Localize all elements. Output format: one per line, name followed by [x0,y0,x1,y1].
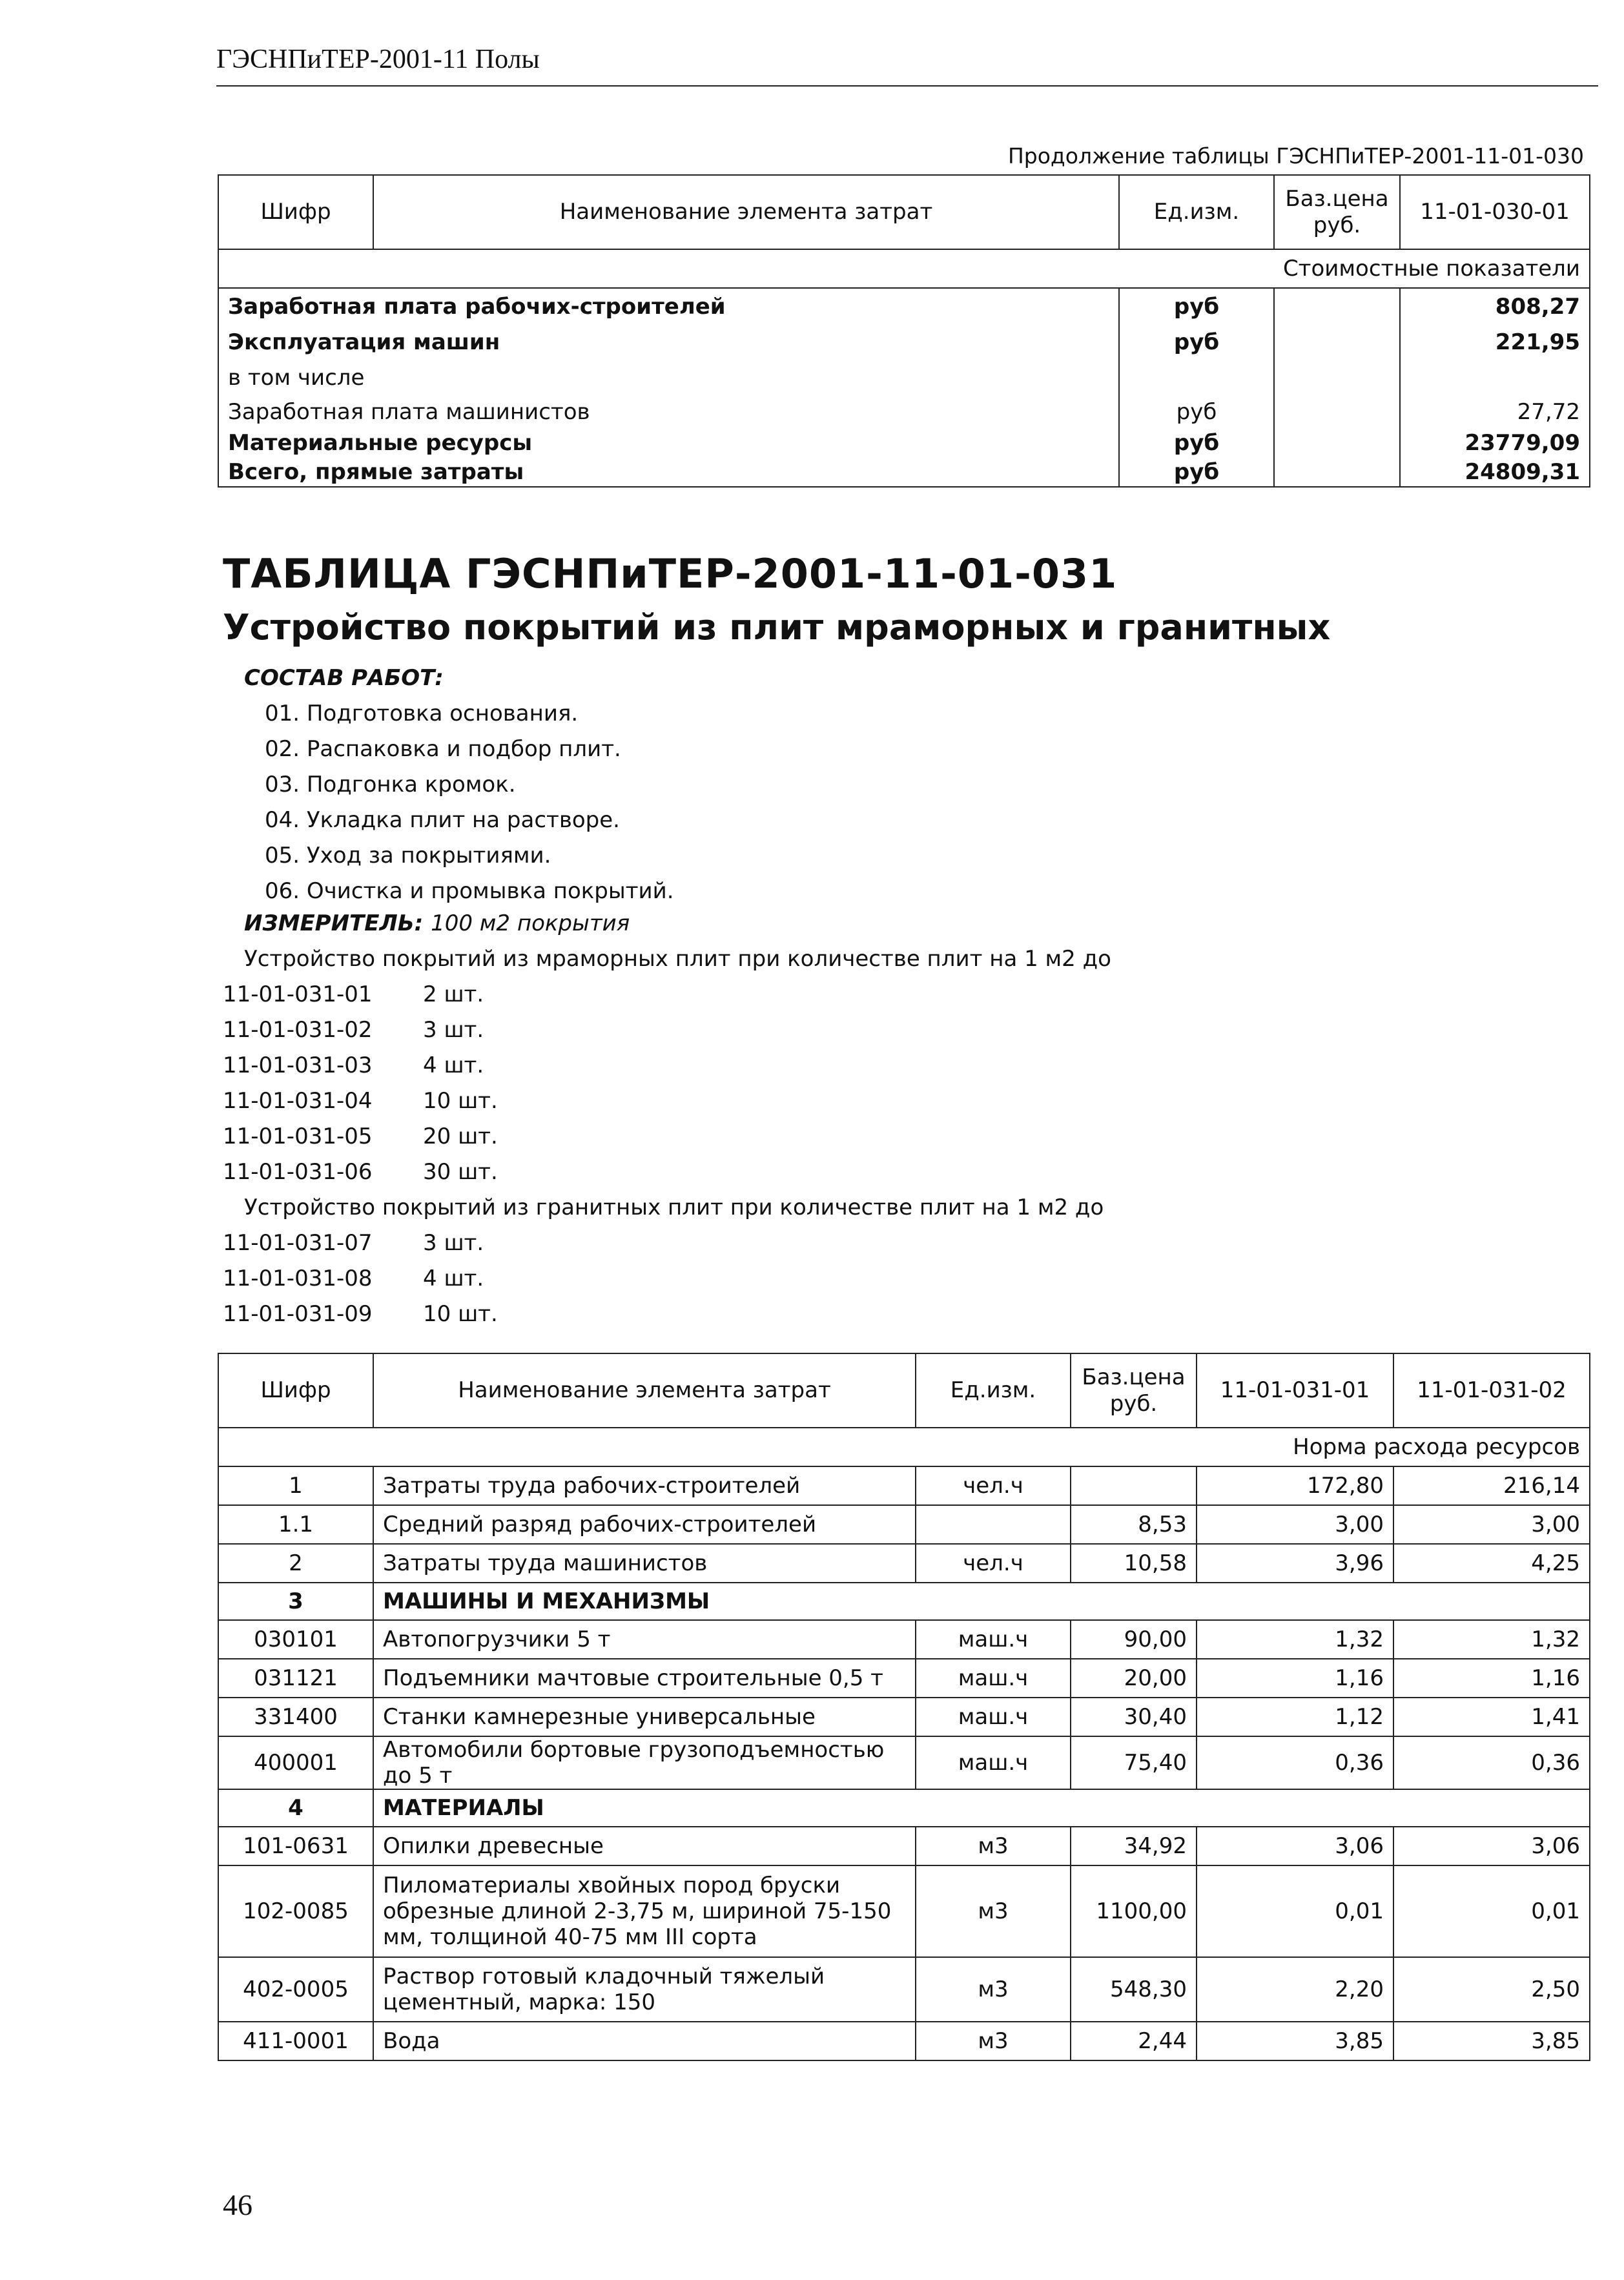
row-code: 400001 [218,1736,373,1789]
item-qty: 20 шт. [423,1124,498,1149]
row-value-1: 1,12 [1197,1698,1393,1736]
row-name: Затраты труда рабочих-строителей [373,1466,916,1505]
row-price: 20,00 [1071,1659,1197,1698]
row-name: Автомобили бортовые грузоподъемностью до 5 т [373,1736,916,1789]
col-header-variant-1: 11-01-031-01 [1197,1353,1393,1428]
col-header-name: Наименование элемента затрат [373,1353,916,1428]
item-code: 11-01-031-01 [223,981,373,1007]
cost-unit: руб [1119,458,1274,487]
code-line [223,1088,498,1114]
row-code: 411-0001 [218,2022,373,2060]
section-row [218,1583,1590,1620]
table-subtitle: Устройство покрытий из плит мраморных и гранитных [223,607,1331,648]
row-price: 10,58 [1071,1544,1197,1583]
row-code: 331400 [218,1698,373,1736]
row-unit: чел.ч [916,1544,1071,1583]
table-row [218,325,1590,359]
prev-cost-table [218,174,1590,488]
table-row [218,288,1590,325]
col-header-price [1071,1353,1197,1428]
table-row [218,1827,1590,1865]
row-value-2: 0,01 [1393,1865,1590,1957]
row-price: 2,44 [1071,2022,1197,2060]
table-row [218,1865,1590,1957]
code-line [223,1159,498,1185]
meter-label: ИЗМЕРИТЕЛЬ: [244,910,424,936]
row-price [1071,1466,1197,1505]
continuation-caption: Продолжение таблицы ГЭСНПиТЕР-2001-11-01-030 [1007,143,1584,169]
cost-name: Эксплуатация машин [218,325,1119,359]
row-name: Вода [373,2022,916,2060]
row-value-1: 3,96 [1197,1544,1393,1583]
item-code: 11-01-031-06 [223,1159,373,1185]
item-code: 11-01-031-08 [223,1266,373,1291]
cost-value: 808,27 [1400,288,1590,325]
row-name: Автопогрузчики 5 т [373,1620,916,1659]
row-value-1: 2,20 [1197,1957,1393,2022]
item-code: 11-01-031-05 [223,1124,373,1149]
table-row [218,427,1590,458]
row-value-1: 3,85 [1197,2022,1393,2060]
code-line [223,1301,498,1327]
row-value-1: 0,36 [1197,1736,1393,1789]
row-value-2: 3,06 [1393,1827,1590,1865]
col-header-price-line2: руб. [1313,212,1361,238]
item-qty: 2 шт. [423,981,484,1007]
table-row [218,1736,1590,1789]
col-header-code: Шифр [218,175,373,249]
item-qty: 10 шт. [423,1088,498,1114]
table-row [218,359,1590,396]
table-row [218,1659,1590,1698]
code-line [223,1124,498,1149]
row-value-1: 3,00 [1197,1505,1393,1544]
cost-unit: руб [1119,396,1274,427]
row-name: Станки камнерезные универсальные [373,1698,916,1736]
row-value-2: 4,25 [1393,1544,1590,1583]
work-operation: 04. Укладка плит на растворе. [265,807,620,833]
row-unit: м3 [916,2022,1071,2060]
row-unit: маш.ч [916,1620,1071,1659]
meter [244,910,630,936]
col-header-unit: Ед.изм. [916,1353,1071,1428]
row-price: 34,92 [1071,1827,1197,1865]
works-label: СОСТАВ РАБОТ: [244,665,444,691]
row-unit: м3 [916,1865,1071,1957]
row-value-2: 1,16 [1393,1659,1590,1698]
item-code: 11-01-031-03 [223,1053,373,1078]
item-qty: 10 шт. [423,1301,498,1327]
row-value-1: 0,01 [1197,1865,1393,1957]
row-unit: м3 [916,1827,1071,1865]
item-code: 11-01-031-02 [223,1017,373,1043]
work-operation: 05. Уход за покрытиями. [265,843,551,868]
row-price: 75,40 [1071,1736,1197,1789]
table-row [218,1505,1590,1544]
page-number: 46 [223,2188,252,2221]
header-divider [216,85,1598,87]
cost-price [1274,427,1400,458]
work-operation: 03. Подгонка кромок. [265,772,516,797]
work-operation: 01. Подготовка основания. [265,701,579,726]
table-row [218,458,1590,487]
row-code: 031121 [218,1659,373,1698]
cost-value: 221,95 [1400,325,1590,359]
row-code: 102-0085 [218,1865,373,1957]
cost-value: 27,72 [1400,396,1590,427]
section-row [218,1789,1590,1827]
resource-norms-table [218,1353,1590,2061]
row-value-2: 2,50 [1393,1957,1590,2022]
row-unit: маш.ч [916,1698,1071,1736]
table-title: ТАБЛИЦА ГЭСНПиТЕР-2001-11-01-031 [223,550,1118,597]
row-unit: маш.ч [916,1659,1071,1698]
row-code: 3 [218,1583,373,1620]
cost-name: Всего, прямые затраты [218,458,1119,487]
row-value-2: 1,41 [1393,1698,1590,1736]
cost-price [1274,396,1400,427]
row-unit [916,1505,1071,1544]
table-row [218,1544,1590,1583]
item-qty: 4 шт. [423,1053,484,1078]
item-qty: 30 шт. [423,1159,498,1185]
group-description: Устройство покрытий из гранитных плит при количестве плит на 1 м2 до [244,1195,1104,1220]
group-description: Устройство покрытий из мраморных плит при количестве плит на 1 м2 до [244,946,1111,972]
code-line [223,1230,484,1256]
cost-name: Заработная плата машинистов [218,396,1119,427]
row-code: 4 [218,1789,373,1827]
row-code: 402-0005 [218,1957,373,2022]
row-name: Опилки древесные [373,1827,916,1865]
col-header-variant-2: 11-01-031-02 [1393,1353,1590,1428]
row-price: 548,30 [1071,1957,1197,2022]
cost-name: Заработная плата рабочих-строителей [218,288,1119,325]
work-operation: 06. Очистка и промывка покрытий. [265,878,674,904]
item-qty: 3 шт. [423,1230,484,1256]
item-qty: 3 шт. [423,1017,484,1043]
row-value-2: 216,14 [1393,1466,1590,1505]
table-row [218,1957,1590,2022]
col-header-price-line2: руб. [1109,1390,1158,1417]
row-code: 1 [218,1466,373,1505]
row-value-1: 172,80 [1197,1466,1393,1505]
table-subheader: Стоимостные показатели [218,249,1590,288]
col-header-name: Наименование элемента затрат [373,175,1119,249]
row-code: 1.1 [218,1505,373,1544]
col-header-unit: Ед.изм. [1119,175,1274,249]
row-price: 8,53 [1071,1505,1197,1544]
row-unit: чел.ч [916,1466,1071,1505]
cost-name: в том числе [218,359,1119,396]
row-value-2: 3,00 [1393,1505,1590,1544]
cost-unit: руб [1119,288,1274,325]
col-header-price [1274,175,1400,249]
row-value-2: 3,85 [1393,2022,1590,2060]
code-line [223,1266,484,1291]
row-name: Подъемники мачтовые строительные 0,5 т [373,1659,916,1698]
cost-price [1274,359,1400,396]
table-row [218,2022,1590,2060]
col-header-price-line1: Баз.цена [1285,186,1389,212]
row-value-1: 3,06 [1197,1827,1393,1865]
cost-unit [1119,359,1274,396]
row-name: Пиломатериалы хвойных пород бруски обрезные длиной 2-3,75 м, шириной 75-150 мм, толщиной 40-75 мм III сорта [373,1865,916,1957]
row-value-2: 1,32 [1393,1620,1590,1659]
cost-unit: руб [1119,325,1274,359]
cost-value [1400,359,1590,396]
row-unit: м3 [916,1957,1071,2022]
item-code: 11-01-031-04 [223,1088,373,1114]
col-header-code: Шифр [218,1353,373,1428]
table-row [218,1698,1590,1736]
cost-name: Материальные ресурсы [218,427,1119,458]
meter-value: 100 м2 покрытия [431,910,630,936]
code-line [223,1053,484,1078]
col-header-variant: 11-01-030-01 [1400,175,1590,249]
work-operation: 02. Распаковка и подбор плит. [265,736,621,762]
row-code: 2 [218,1544,373,1583]
table-row [218,1620,1590,1659]
row-name: Раствор готовый кладочный тяжелый цементный, марка: 150 [373,1957,916,2022]
row-name: Средний разряд рабочих-строителей [373,1505,916,1544]
row-code: 101-0631 [218,1827,373,1865]
row-name: Затраты труда машинистов [373,1544,916,1583]
row-price: 1100,00 [1071,1865,1197,1957]
table-row [218,1466,1590,1505]
row-value-1: 1,16 [1197,1659,1393,1698]
code-line [223,981,484,1007]
section-title: МАТЕРИАЛЫ [373,1789,1590,1827]
cost-unit: руб [1119,427,1274,458]
cost-price [1274,288,1400,325]
running-head: ГЭСНПиТЕР-2001-11 Полы [216,45,540,74]
cost-price [1274,458,1400,487]
item-code: 11-01-031-09 [223,1301,373,1327]
section-title: МАШИНЫ И МЕХАНИЗМЫ [373,1583,1590,1620]
col-header-price-line1: Баз.цена [1082,1364,1186,1391]
cost-value: 24809,31 [1400,458,1590,487]
item-qty: 4 шт. [423,1266,484,1291]
row-value-1: 1,32 [1197,1620,1393,1659]
row-value-2: 0,36 [1393,1736,1590,1789]
table-row [218,396,1590,427]
item-code: 11-01-031-07 [223,1230,373,1256]
row-price: 90,00 [1071,1620,1197,1659]
row-price: 30,40 [1071,1698,1197,1736]
row-code: 030101 [218,1620,373,1659]
cost-price [1274,325,1400,359]
row-unit: маш.ч [916,1736,1071,1789]
code-line [223,1017,484,1043]
cost-value: 23779,09 [1400,427,1590,458]
table-subheader: Норма расхода ресурсов [218,1428,1590,1466]
